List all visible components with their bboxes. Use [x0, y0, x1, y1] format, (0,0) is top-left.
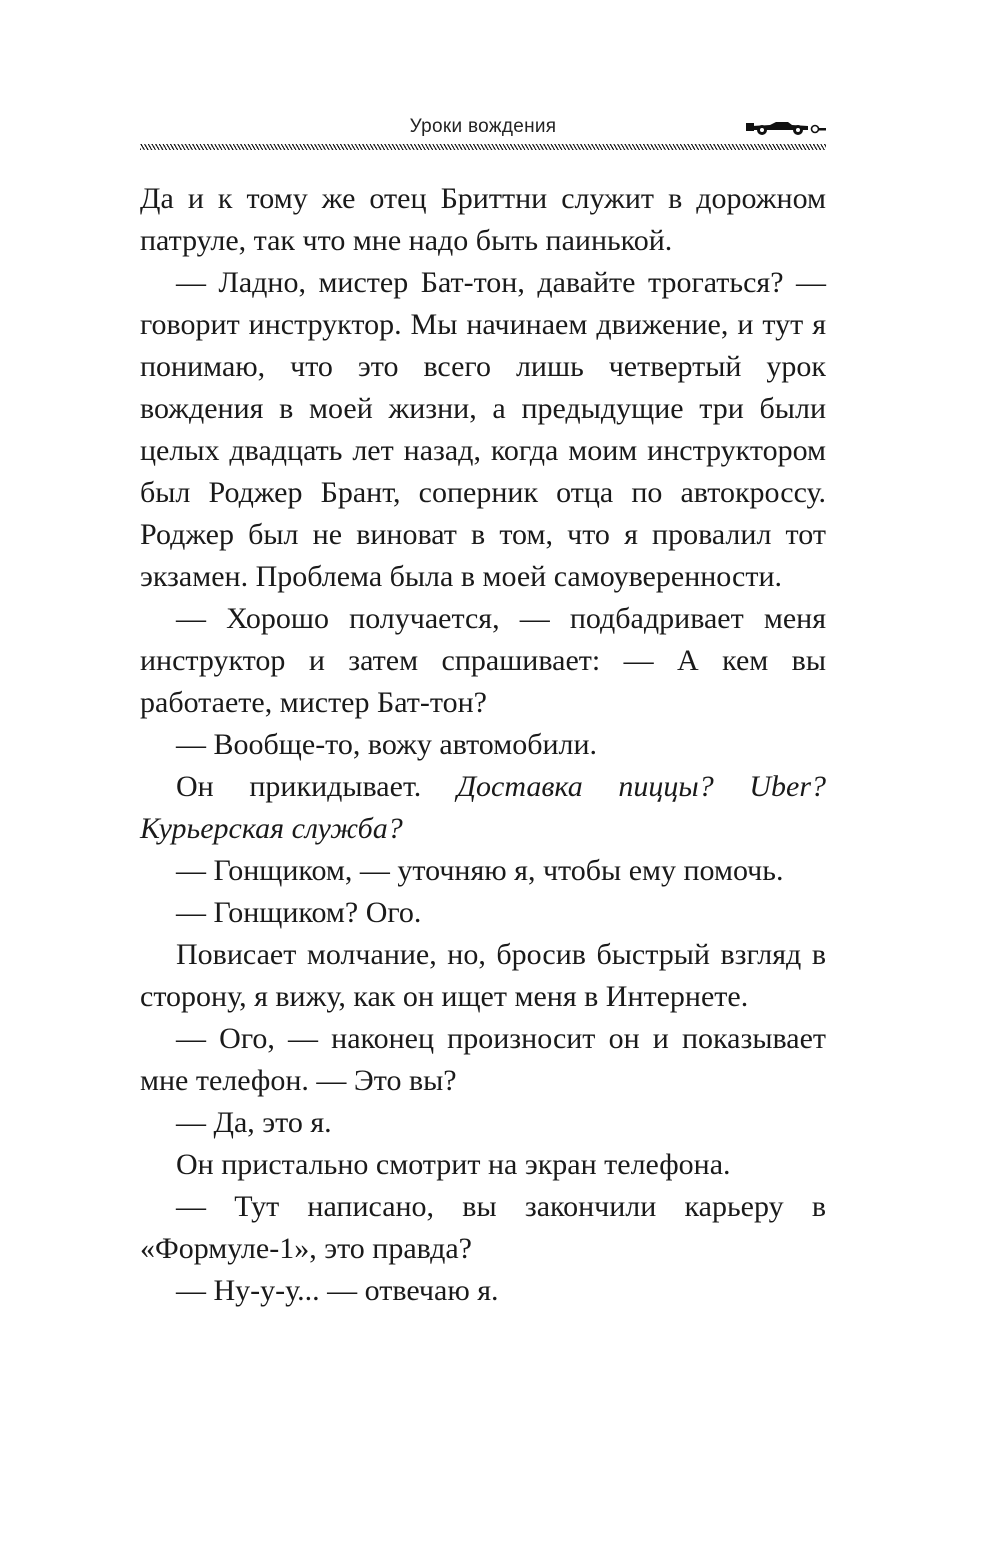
paragraph: Да и к тому же отец Бриттни служит в дорожном патруле, так что мне надо быть паинькой. [140, 182, 826, 257]
paragraph: — Ого, — наконец произносит он и показывает мне телефон. — Это вы? [140, 1022, 826, 1097]
header-rule [140, 144, 826, 150]
paragraph: — Вообще-то, вожу автомобили. [176, 728, 598, 761]
paragraph [140, 766, 826, 850]
paragraph: — Гонщиком? Ого. [176, 896, 422, 929]
paragraph-italic-text: Доставка пиццы? Uber? Курьерская служба? [140, 770, 827, 845]
paragraph: — Да, это я. [176, 1106, 332, 1139]
paragraph: — Ну-у-у... — отвечаю я. [176, 1274, 499, 1307]
paragraph: — Тут написано, вы закончили карьеру в «Формуле-1», это правда? [140, 1190, 826, 1265]
paragraph: — Ладно, мистер Бат-тон, давайте трогаться? — говорит инструктор. Мы начинаем движение, и тут я понимаю, что это всего лишь четвертый урок вождения в моей жизни, а предыдущие три были целых двадцать лет назад, когда моим инструктором был Роджер Брант, соперник отца по автокроссу. Роджер был не виноват в том, что я провалил тот экзамен. Проблема была в моей самоуверенности. [140, 266, 826, 593]
paragraph: — Хорошо получается, — подбадривает меня инструктор и затем спрашивает: — А кем вы работаете, мистер Бат-тон? [140, 602, 826, 719]
paragraph: Повисает молчание, но, бросив быстрый взгляд в сторону, я вижу, как он ищет меня в Интернете. [140, 938, 826, 1013]
running-header [140, 112, 826, 156]
paragraph: Он пристально смотрит на экран телефона. [176, 1148, 731, 1181]
paragraph-text: Он прикидывает. [176, 770, 457, 803]
paragraph: — Гонщиком, — уточняю я, чтобы ему помочь. [176, 854, 784, 887]
running-title: Уроки вождения [409, 116, 557, 137]
race-car-icon [746, 118, 826, 138]
body-text [140, 178, 826, 1312]
